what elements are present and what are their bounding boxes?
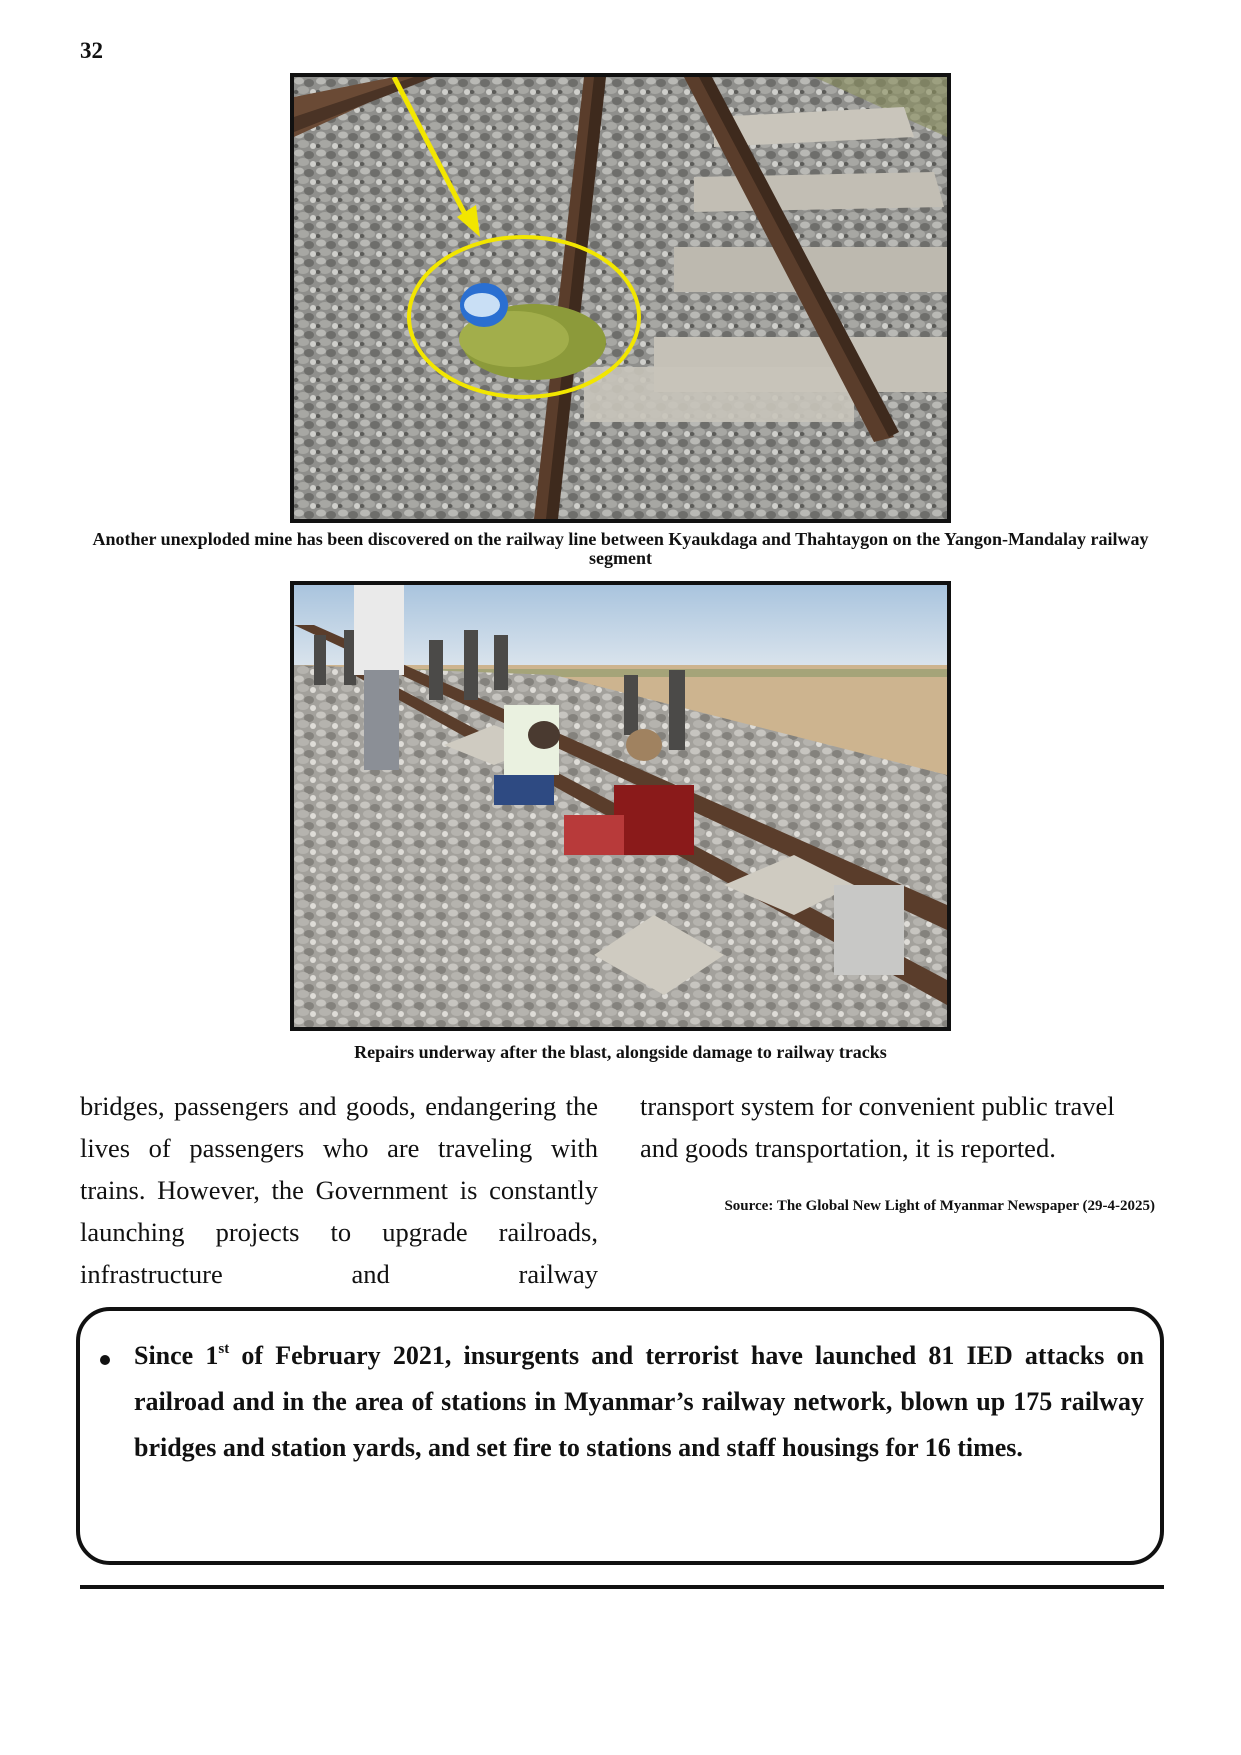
photo-railway-repairs bbox=[290, 581, 951, 1031]
photo-unexploded-mine bbox=[290, 73, 951, 523]
bullet-icon bbox=[100, 1355, 110, 1365]
highlight-text-start: Since 1 bbox=[134, 1341, 219, 1370]
figure-caption: Repairs underway after the blast, alongside damage to railway tracks bbox=[354, 1042, 887, 1062]
ordinal-suffix: st bbox=[218, 1341, 230, 1357]
source-citation: Source: The Global New Light of Myanmar Newspaper (29-4-2025) bbox=[724, 1198, 1155, 1214]
article-left-column: bridges, passengers and goods, endangering the lives of passengers who are traveling with trains. However, the Government is constantly launching projects to upgrade railroads, infrastructure and railway bbox=[80, 1091, 598, 1289]
page-number: 32 bbox=[80, 38, 103, 63]
highlight-text-rest: of February 2021, insurgents and terrorist have launched 81 IED attacks on railroad and in the area of stations in Myanmar’s railway network, blown up 175 railway bridges and station yards, and set fire to stations and staff housings for 16 times. bbox=[134, 1341, 1144, 1462]
figure-caption: Another unexploded mine has been discovered on the railway line between Kyaukdaga and Thahtaygon on the Yangon-Mandalay railway segment bbox=[92, 529, 1149, 568]
mine-photo-illustration bbox=[294, 77, 947, 519]
article-right-column: transport system for convenient public travel and goods transportation, it is reported. bbox=[640, 1091, 1115, 1163]
highlight-box bbox=[76, 1307, 1164, 1565]
bottom-rule bbox=[80, 1585, 1164, 1589]
highlight-text bbox=[134, 1333, 1144, 1471]
repair-photo-illustration bbox=[294, 585, 947, 1027]
